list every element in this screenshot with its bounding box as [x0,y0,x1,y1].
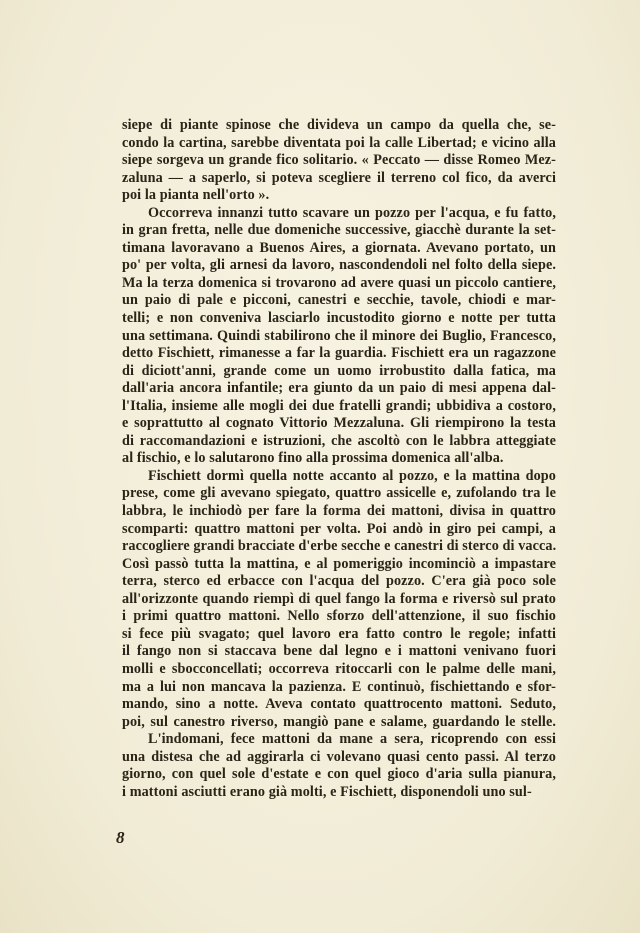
text-line: ma a lui non mancava la pazienza. E continuò, fischiettando e sfor- [122,678,556,695]
text-line: un paio di pale e picconi, canestri e secchie, tavole, chiodi e mar- [122,292,556,309]
paragraph [122,205,556,468]
text-line: mando, sino a notte. Aveva contato quattrocento mattoni. Seduto, [122,696,556,713]
text-line: detto Fischiett, rimanesse a far la guardia. Fischiett era un ragazzone [122,345,556,362]
text-line: labbra, le inchiodò per fare la forma dei mattoni, divisa in quattro [122,503,556,520]
text-line: telli; e non conveniva lasciarlo incustodito giorno e notte per tutta [122,310,556,327]
body-text [122,117,556,801]
text-line: prese, come gli avevano spiegato, quattro assicelle e, zufolando tra le [122,485,556,502]
text-line: il fango non si staccava bene dal legno e i mattoni venivano fuori [122,643,556,660]
text-line: timana lavoravano a Buenos Aires, a giornata. Avevano portato, un [122,239,556,256]
paragraph [122,468,556,731]
text-line: di diciott'anni, grande come un uomo irrobustito dalla fatica, ma [122,362,556,379]
text-line: poi, sul canestro riverso, mangiò pane e salame, guardando le stelle. [122,713,556,730]
text-line: po' per volta, gli arnesi da lavoro, nascondendoli nel folto della siepe. [122,257,556,274]
text-line: giorno, con quel sole d'estate e con quel gioco d'aria sulla pianura, [122,766,556,783]
text-line: dall'aria ancora infantile; era giunto da un paio di mesi appena dal- [122,380,556,397]
text-line: Così passò tutta la mattina, e al pomeriggio incominciò a impastare [122,555,556,572]
text-line: e soprattutto al cognato Vittorio Mezzaluna. Gli riempirono la testa [122,415,556,432]
paragraph [122,731,556,801]
text-line: l'Italia, insieme alle mogli dei due fratelli grandi; ubbidiva a costoro, [122,397,556,414]
text-line: poi la pianta nell'orto ». [122,187,270,204]
page-number: 8 [116,828,125,847]
text-line: Fischiett dormì quella notte accanto al pozzo, e la mattina dopo [148,467,556,484]
text-line: al fischio, e lo salutarono fino alla prossima domenica all'alba. [122,450,504,467]
text-line: si fece più svagato; quel lavoro era fatto contro le regole; infatti [122,625,556,642]
text-line: scomparti: quattro mattoni per volta. Poi andò in giro pei campi, a [122,520,556,537]
text-line: L'indomani, fece mattoni da mane a sera, ricoprendo con essi [148,731,556,748]
text-line: in gran fretta, nelle due domeniche successive, giacchè durante la set- [122,222,556,239]
text-line: terra, sterco ed erbacce con l'acqua del pozzo. C'era già poco sole [122,573,556,590]
text-line: zaluna — a saperlo, si poteva scegliere il terreno col fico, da averci [122,169,556,186]
text-line: Occorreva innanzi tutto scavare un pozzo per l'acqua, e fu fatto, [148,204,556,221]
text-line: siepe di piante spinose che divideva un campo da quella che, se- [122,117,556,133]
text-line: i primi quattro mattoni. Nello sforzo dell'attenzione, il suo fischio [122,608,556,625]
text-line: raccogliere grandi bracciate d'erbe secche e canestri di sterco di vacca. [122,538,557,555]
text-line: siepe sorgeva un grande fico solitario. « Peccato — disse Romeo Mez- [122,152,556,169]
text-line: una settimana. Quindi stabilirono che il minore dei Buglio, Francesco, [122,327,556,344]
text-line: i mattoni asciutti erano già molti, e Fischiett, disponendoli uno sul- [122,783,532,800]
text-line: una distesa che ad aggirarla ci volevano quasi cento passi. Al terzo [122,748,556,765]
text-line: condo la cartina, sarebbe diventata poi la calle Libertad; e vicino alla [122,134,556,151]
text-line: molli e sbocconcellati; occorreva ritoccarli con le palme delle mani, [122,660,556,677]
text-line: all'orizzonte quando riempì di quel fango la forma e riversò sul prato [122,590,556,607]
text-line: Ma la terza domenica si trovarono ad avere quasi un piccolo cantiere, [122,274,556,291]
paragraph [122,117,556,205]
text-line: di raccomandazioni e istruzioni, che ascoltò con le labbra atteggiate [122,432,556,449]
